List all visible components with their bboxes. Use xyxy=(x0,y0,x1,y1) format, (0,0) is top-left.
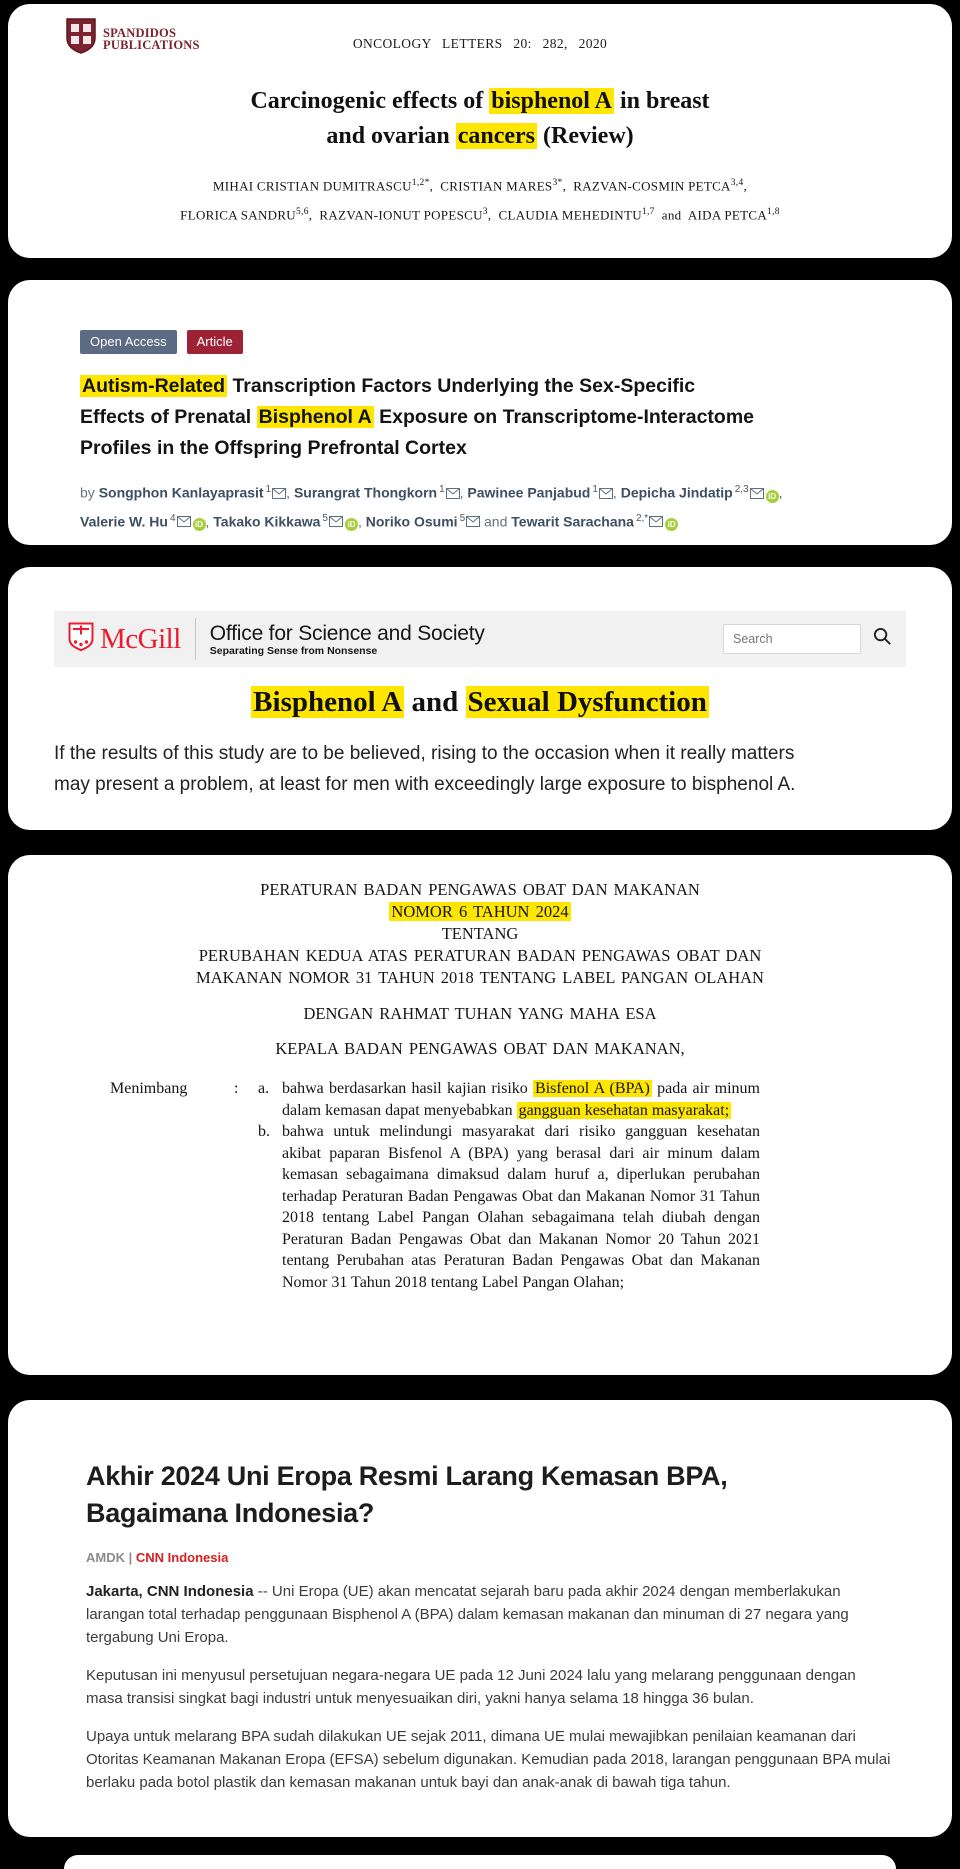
considering-section xyxy=(110,1078,952,1293)
author-link[interactable]: Songphon Kanlayaprasit xyxy=(98,484,264,501)
article-authors-line2: Valerie W. Hu $^4$iD , Takako Kikkawa $^5$iD , Noriko Osumi $^5$ and Tewarit Sarachana $^{2,*}$iD xyxy=(80,506,880,535)
news-title xyxy=(86,1458,878,1532)
considering-colon: : xyxy=(234,1080,239,1097)
post-headline: Bisphenol A and Sexual Dysfunction xyxy=(253,686,707,718)
by-label: by xyxy=(80,484,99,501)
author-name: AIDA PETCA xyxy=(687,207,768,223)
site-header xyxy=(54,611,906,667)
email-icon[interactable] xyxy=(446,485,460,501)
author-link[interactable]: Takako Kikkawa xyxy=(213,513,321,530)
highlight: Bisphenol A xyxy=(258,406,372,428)
considering-label: Menimbang xyxy=(110,1080,188,1097)
paper-authors-line1: MIHAI CRISTIAN $DUMITRASCU^{1,2*}$, CRISTIAN $MARES^{3*}$, RAZVAN-COSMIN PETCA$^{3,4}$, xyxy=(212,178,748,194)
paper-header xyxy=(8,18,952,74)
paper-title-line1: Carcinogenic effects of bisphenol A in breast xyxy=(250,88,710,114)
regulation-heading-line5: MAKANAN NOMOR 31 TAHUN 2018 TENTANG LABEL PANGAN OLAHAN xyxy=(196,968,764,987)
item-marker: a. xyxy=(258,1080,270,1097)
regulation-heading-line2 xyxy=(8,901,952,923)
considering-item-b xyxy=(258,1121,760,1293)
email-icon[interactable] xyxy=(649,513,663,529)
paper-authors-line2: FLORICA SANDRU$^{5,6}$, RAZVAN-IONUT POPESCU$^3$, CLAUDIA MEHEDINTU$^{1,7}$ and AIDA PETCA$^{1,8}$ xyxy=(180,207,780,223)
email-icon[interactable] xyxy=(272,485,286,501)
paper-title-line2: and ovarian cancers (Review) xyxy=(326,123,634,149)
highlight: Autism-Related xyxy=(82,375,226,397)
search-input[interactable] xyxy=(723,624,861,654)
author-link[interactable]: Pawinee Panjabud xyxy=(467,484,591,501)
orcid-icon[interactable]: iD xyxy=(665,518,678,531)
regulation-official: KEPALA BADAN PENGAWAS OBAT DAN MAKANAN, xyxy=(275,1039,685,1058)
author-name: RAZVAN-IONUT POPESCU xyxy=(319,207,483,223)
news-paragraph-2: Keputusan ini menyusul persetujuan negara-negara UE pada 12 Juni 2024 lalu yang melarang penggunaan dengan masa transisi singkat bagi industri untuk menyesuaikan diri, yakni hanya selama 18 hingga 36 bulan. xyxy=(86,1667,856,1708)
header-divider xyxy=(195,618,196,660)
considering-item-a xyxy=(258,1078,760,1121)
highlight: NOMOR 6 TAHUN 2024 xyxy=(391,902,569,921)
author-name: FLORICA SANDRU xyxy=(180,207,296,223)
news-category-link[interactable]: AMDK xyxy=(86,1550,125,1566)
mcgill-shield-icon xyxy=(68,622,94,657)
mcgill-wordmark: McGill xyxy=(100,622,181,655)
card-cnn-article xyxy=(8,1400,952,1837)
regulation-heading xyxy=(8,879,952,989)
orcid-icon[interactable]: iD xyxy=(345,518,358,531)
highlight: Bisphenol A xyxy=(253,686,403,718)
news-byline xyxy=(86,1550,878,1565)
article-title-line2: Effects of Prenatal Bisphenol A Exposure on Transcriptome-Interactome xyxy=(80,406,755,428)
regulation-heading-line3: TENTANG xyxy=(441,924,519,943)
open-access-badge[interactable]: Open Access xyxy=(80,330,177,354)
author-name: MIHAI CRISTIAN DUMITRASCU xyxy=(212,178,412,194)
spandidos-logo-text: SPANDIDOS PUBLICATIONS xyxy=(103,25,200,52)
news-title-line2: Bagaimana Indonesia? xyxy=(86,1498,375,1529)
author-affiliation: 3,4 xyxy=(730,178,744,189)
author-affiliation: 1,7 xyxy=(641,207,655,218)
regulation-invocation: DENGAN RAHMAT TUHAN YANG MAHA ESA xyxy=(303,1004,657,1023)
orcid-icon[interactable]: iD xyxy=(766,490,779,503)
article-title-line3: Profiles in the Offspring Prefrontal Cortex xyxy=(80,437,467,459)
journal-citation-line: ONCOLOGY LETTERS 20: 282, 2020 xyxy=(352,36,608,51)
article-authors xyxy=(80,477,880,534)
mcgill-logo[interactable] xyxy=(68,622,181,657)
article-badges xyxy=(80,330,880,354)
author-affiliation: 1,2* xyxy=(411,178,430,189)
card-mcgill-oss xyxy=(8,567,952,830)
email-icon[interactable] xyxy=(750,485,764,501)
site-tagline: Separating Sense from Nonsense xyxy=(209,644,378,657)
cnn-indonesia-link[interactable]: CNN Indonesia xyxy=(135,1550,229,1566)
regulation-heading-line4: PERUBAHAN KEDUA ATAS PERATURAN BADAN PENGAWAS OBAT DAN xyxy=(198,946,762,965)
spandidos-logo xyxy=(66,18,200,59)
post-excerpt-line2: may present a problem, at least for men with exceedingly large exposure to bisphenol A. xyxy=(54,774,796,796)
spandidos-shield-icon xyxy=(66,18,96,59)
author-link[interactable]: Depicha Jindatip xyxy=(620,484,733,501)
highlight: bisphenol A xyxy=(491,88,612,114)
news-title-line1: Akhir 2024 Uni Eropa Resmi Larang Kemasan BPA, xyxy=(86,1461,728,1492)
author-link[interactable]: Surangrat Thongkorn xyxy=(293,484,438,501)
paper-title xyxy=(8,84,952,154)
post-excerpt xyxy=(54,738,906,800)
card-partial-next xyxy=(64,1855,896,1869)
article-type-badge[interactable]: Article xyxy=(187,330,243,354)
author-link[interactable]: Tewarit Sarachana xyxy=(511,513,634,530)
article-authors-line1: by Songphon Kanlayaprasit $^1$ , Surangrat Thongkorn $^1$ , Pawinee Panjabud $^1$ , Depicha Jindatip $^{2,3}$iD , xyxy=(80,484,783,501)
card-spandidos-paper xyxy=(8,4,952,258)
highlight: Sexual Dysfunction xyxy=(467,686,707,718)
author-affiliation: 5,6 xyxy=(295,207,309,218)
email-icon[interactable] xyxy=(329,513,343,529)
author-affiliation: 1,8 xyxy=(767,207,780,218)
site-title-block xyxy=(210,622,485,657)
highlight: Bisfenol A (BPA) xyxy=(535,1080,650,1097)
considering-items xyxy=(258,1078,760,1293)
post-excerpt-line1: If the results of this study are to be believed, rising to the occasion when it really matters xyxy=(54,743,795,765)
dateline: Jakarta, CNN Indonesia xyxy=(86,1583,254,1601)
item-marker: b. xyxy=(258,1123,270,1140)
highlight: gangguan kesehatan masyarakat; xyxy=(518,1101,730,1119)
author-affiliation: 3 xyxy=(482,207,488,218)
highlight: cancers xyxy=(457,123,536,149)
card-mdpi-article xyxy=(8,280,952,545)
item-a-text: bahwa berdasarkan hasil kajian risiko Bisfenol A (BPA) pada air minum dalam kemasan dapat menyebabkan gangguan kesehatan masyarakat; xyxy=(282,1080,760,1119)
author-name: CRISTIAN MARES xyxy=(440,178,553,194)
email-icon[interactable] xyxy=(466,513,480,529)
card-bpom-regulation xyxy=(8,855,952,1375)
orcid-icon[interactable]: iD xyxy=(193,518,206,531)
search-area xyxy=(723,624,892,654)
article-title-line1: Autism-Related Transcription Factors Underlying the Sex-Specific xyxy=(82,375,696,397)
author-name: CLAUDIA MEHEDINTU xyxy=(498,207,642,223)
author-affiliation: 3* xyxy=(552,178,563,189)
author-link[interactable]: Valerie W. Hu xyxy=(80,513,168,530)
email-icon[interactable] xyxy=(177,513,191,529)
news-paragraph-3: Upaya untuk melarang BPA sudah dilakukan UE sejak 2011, dimana UE mulai mewajibkan penilaian keamanan dari Otoritas Keamanan Makanan Eropa (EFSA) sebelum digunakan. Kemudian pada 2018, larangan penggunaan BPA mulai berlaku pada botol plastik dan kemasan makanan untuk bayi dan anak-anak di bawah tiga tahun. xyxy=(86,1728,891,1792)
author-name: RAZVAN-COSMIN PETCA xyxy=(573,178,731,194)
email-icon[interactable] xyxy=(599,485,613,501)
news-paragraph-1: Jakarta, CNN Indonesia -- Uni Eropa (UE) akan mencatat sejarah baru pada akhir 2024 dengan memberlakukan larangan total terhadap penggunaan Bisphenol A (BPA) dalam kemasan makanan dan minuman di 27 negara yang tergabung Uni Eropa. xyxy=(86,1583,849,1647)
author-link[interactable]: Noriko Osumi xyxy=(365,513,458,530)
search-icon[interactable] xyxy=(873,627,892,651)
byline-divider: | xyxy=(125,1550,136,1566)
item-b-text: bahwa untuk melindungi masyarakat dari risiko gangguan kesehatan akibat paparan Bisfenol A (BPA) yang berasal dari air minum dalam kemasan sebagaimana dimaksud dalam huruf a, diperlukan perubahan terhadap Peraturan Badan Pengawas Obat dan Makanan Nomor 31 Tahun 2018 tentang Label Pangan Olahan sebagaimana telah diubah dengan Peraturan Badan Pengawas Obat dan Makanan Nomor 20 Tahun 2021 tentang Perubahan atas Peraturan Badan Pengawas Obat dan Makanan Nomor 31 Tahun 2018 tentang Label Pangan Olahan; xyxy=(282,1123,760,1291)
article-title xyxy=(80,371,880,464)
site-title: Office for Science and Society xyxy=(209,621,485,645)
news-body xyxy=(86,1580,891,1794)
paper-authors xyxy=(8,170,952,229)
regulation-heading-line1: PERATURAN BADAN PENGAWAS OBAT DAN MAKANAN xyxy=(260,880,700,899)
